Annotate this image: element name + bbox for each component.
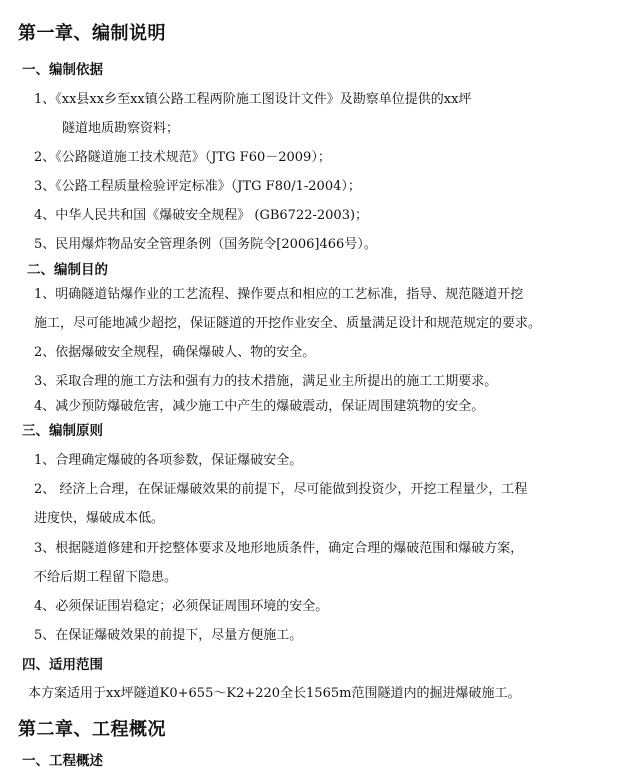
basis-item-1: 1、《xx县xx乡至xx镇公路工程两阶施工图设计文件》及勘察单位提供的xx坪: [34, 92, 472, 107]
purpose-item-2: 2、依据爆破安全规程，确保爆破人、物的安全。: [34, 345, 316, 360]
section-purpose-heading: 二、编制目的: [27, 262, 108, 278]
purpose-item-3: 3、采取合理的施工方法和强有力的技术措施，满足业主所提出的施工工期要求。: [34, 374, 498, 389]
section-scope-heading: 四、适用范围: [22, 657, 103, 673]
basis-item-3: 3、《公路工程质量检验评定标准》（JTG F80/1-2004）；: [34, 179, 361, 194]
section-overview-heading: 一、工程概述: [22, 753, 103, 769]
principle-item-2: 2、 经济上合理，在保证爆破效果的前提下，尽可能做到投资少，开挖工程量少，工程: [34, 482, 528, 497]
purpose-item-1-continued: 施工，尽可能地减少超挖，保证隧道的开挖作业安全、质量满足设计和规范规定的要求。: [34, 316, 542, 331]
principle-item-1: 1、合理确定爆破的各项参数，保证爆破安全。: [34, 453, 303, 468]
basis-item-2: 2、《公路隧道施工技术规范》（JTG F60－2009）；: [34, 150, 331, 165]
purpose-item-4: 4、减少预防爆破危害，减少施工中产生的爆破震动，保证周围建筑物的安全。: [34, 399, 485, 414]
chapter-1-title: 第一章、编制说明: [18, 23, 166, 44]
principle-item-3-continued: 不给后期工程留下隐患。: [34, 570, 178, 585]
principle-item-4: 4、必须保证围岩稳定；必须保证周围环境的安全。: [34, 599, 329, 614]
basis-item-1-continued: 隧道地质勘察资料；: [62, 121, 180, 136]
section-principle-heading: 三、编制原则: [22, 423, 103, 439]
basis-item-4: 4、中华人民共和国《爆破安全规程》 (GB6722-2003)；: [34, 208, 369, 223]
purpose-item-1: 1、明确隧道钻爆作业的工艺流程、操作要点和相应的工艺标准，指导、规范隧道开挖: [34, 287, 524, 302]
principle-item-2-continued: 进度快，爆破成本低。: [34, 511, 165, 526]
section-basis-heading: 一、编制依据: [22, 62, 103, 78]
basis-item-5: 5、民用爆炸物品安全管理条例（国务院令[2006]466号）。: [34, 237, 377, 252]
principle-item-5: 5、在保证爆破效果的前提下，尽量方便施工。: [34, 628, 303, 643]
principle-item-3: 3、根据隧道修建和开挖整体要求及地形地质条件，确定合理的爆破范围和爆破方案，: [34, 541, 524, 556]
scope-item: 本方案适用于xx坪隧道K0+655～K2+220全长1565m范围隧道内的掘进爆破施工。: [28, 686, 521, 701]
chapter-2-title: 第二章、工程概况: [18, 719, 166, 740]
